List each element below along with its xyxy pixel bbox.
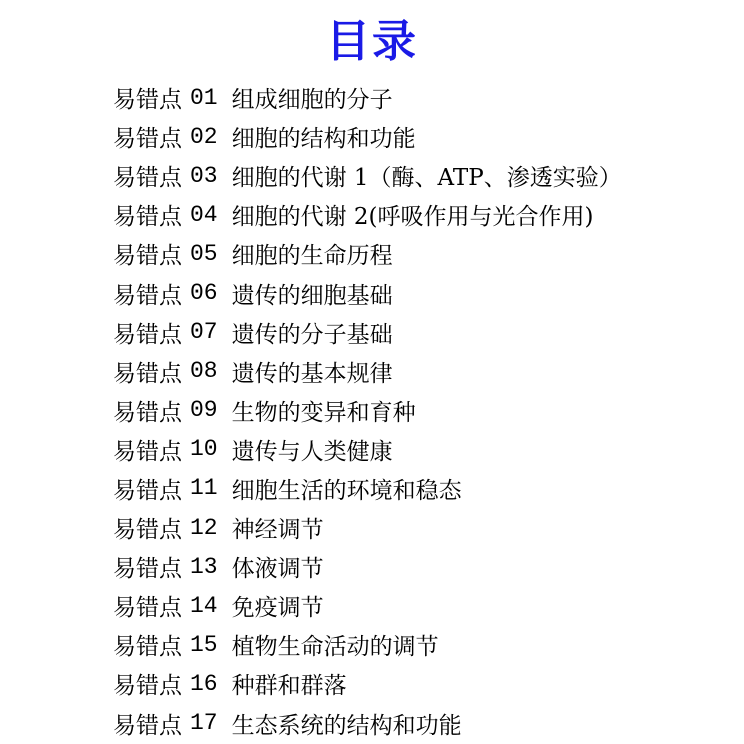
toc-item-title: 细胞的代谢 1（酶、ATP、渗透实验）: [231, 165, 622, 192]
toc-item-title: 免疫调节: [231, 595, 324, 622]
toc-item-prefix: 易错点: [113, 282, 182, 309]
toc-item-prefix: 易错点: [113, 204, 182, 231]
toc-item-number: 01: [190, 84, 218, 111]
toc-item-title: 神经调节: [231, 517, 324, 544]
toc-item: [113, 469, 622, 508]
page-title: 目录: [326, 16, 418, 67]
toc-item-prefix: 易错点: [113, 165, 182, 192]
toc-item: [113, 508, 622, 547]
toc-item: [113, 273, 622, 312]
toc-item-prefix: 易错点: [113, 517, 182, 544]
toc-item-number: 16: [190, 670, 218, 697]
toc-item-number: 13: [190, 553, 218, 580]
toc-item-title: 细胞的代谢 2(呼吸作用与光合作用): [231, 204, 594, 231]
toc-item: [113, 664, 622, 703]
toc-item-number: 15: [190, 631, 218, 658]
toc-item-prefix: 易错点: [113, 595, 182, 622]
toc-item-number: 04: [190, 201, 218, 228]
toc-item-prefix: 易错点: [113, 634, 182, 661]
toc-item-title: 种群和群落: [231, 673, 347, 700]
toc-item-prefix: 易错点: [113, 438, 182, 465]
toc-item-number: 11: [190, 475, 218, 502]
toc-item-number: 05: [190, 240, 218, 267]
table-of-contents: [113, 78, 622, 743]
toc-item-number: 12: [190, 514, 218, 541]
toc-item-prefix: 易错点: [113, 712, 182, 739]
toc-item-prefix: 易错点: [113, 399, 182, 426]
toc-item-number: 06: [190, 280, 218, 307]
toc-item-title: 遗传的细胞基础: [231, 282, 393, 309]
toc-item-number: 09: [190, 397, 218, 424]
toc-item-title: 植物生命活动的调节: [231, 634, 439, 661]
toc-item-prefix: 易错点: [113, 87, 182, 114]
toc-item-prefix: 易错点: [113, 243, 182, 270]
toc-item-prefix: 易错点: [113, 126, 182, 153]
toc-item-title: 体液调节: [231, 556, 324, 583]
toc-item: [113, 586, 622, 625]
toc-item-prefix: 易错点: [113, 321, 182, 348]
toc-item-prefix: 易错点: [113, 477, 182, 504]
toc-item-prefix: 易错点: [113, 556, 182, 583]
toc-item-title: 遗传与人类健康: [231, 438, 393, 465]
toc-item: [113, 313, 622, 352]
toc-item-number: 07: [190, 319, 218, 346]
toc-item-title: 生物的变异和育种: [231, 399, 416, 426]
toc-item-title: 遗传的基本规律: [231, 360, 393, 387]
toc-item-number: 10: [190, 436, 218, 463]
toc-item: [113, 156, 622, 195]
toc-item-number: 08: [190, 358, 218, 385]
toc-item: [113, 117, 622, 156]
toc-item-prefix: 易错点: [113, 360, 182, 387]
toc-item-number: 14: [190, 592, 218, 619]
toc-item: [113, 391, 622, 430]
toc-item-title: 组成细胞的分子: [231, 87, 393, 114]
toc-item: [113, 704, 622, 743]
toc-item: [113, 547, 622, 586]
toc-item-number: 02: [190, 123, 218, 150]
toc-item-title: 生态系统的结构和功能: [231, 712, 462, 739]
toc-item-title: 细胞的结构和功能: [231, 126, 416, 153]
toc-item: [113, 234, 622, 273]
toc-item-number: 17: [190, 710, 218, 737]
toc-item-prefix: 易错点: [113, 673, 182, 700]
toc-item: [113, 625, 622, 664]
toc-item: [113, 195, 622, 234]
toc-item-title: 细胞的生命历程: [231, 243, 393, 270]
toc-item-title: 细胞生活的环境和稳态: [231, 477, 462, 504]
toc-item-number: 03: [190, 162, 218, 189]
toc-item: [113, 78, 622, 117]
toc-item-title: 遗传的分子基础: [231, 321, 393, 348]
toc-item: [113, 430, 622, 469]
toc-item: [113, 352, 622, 391]
